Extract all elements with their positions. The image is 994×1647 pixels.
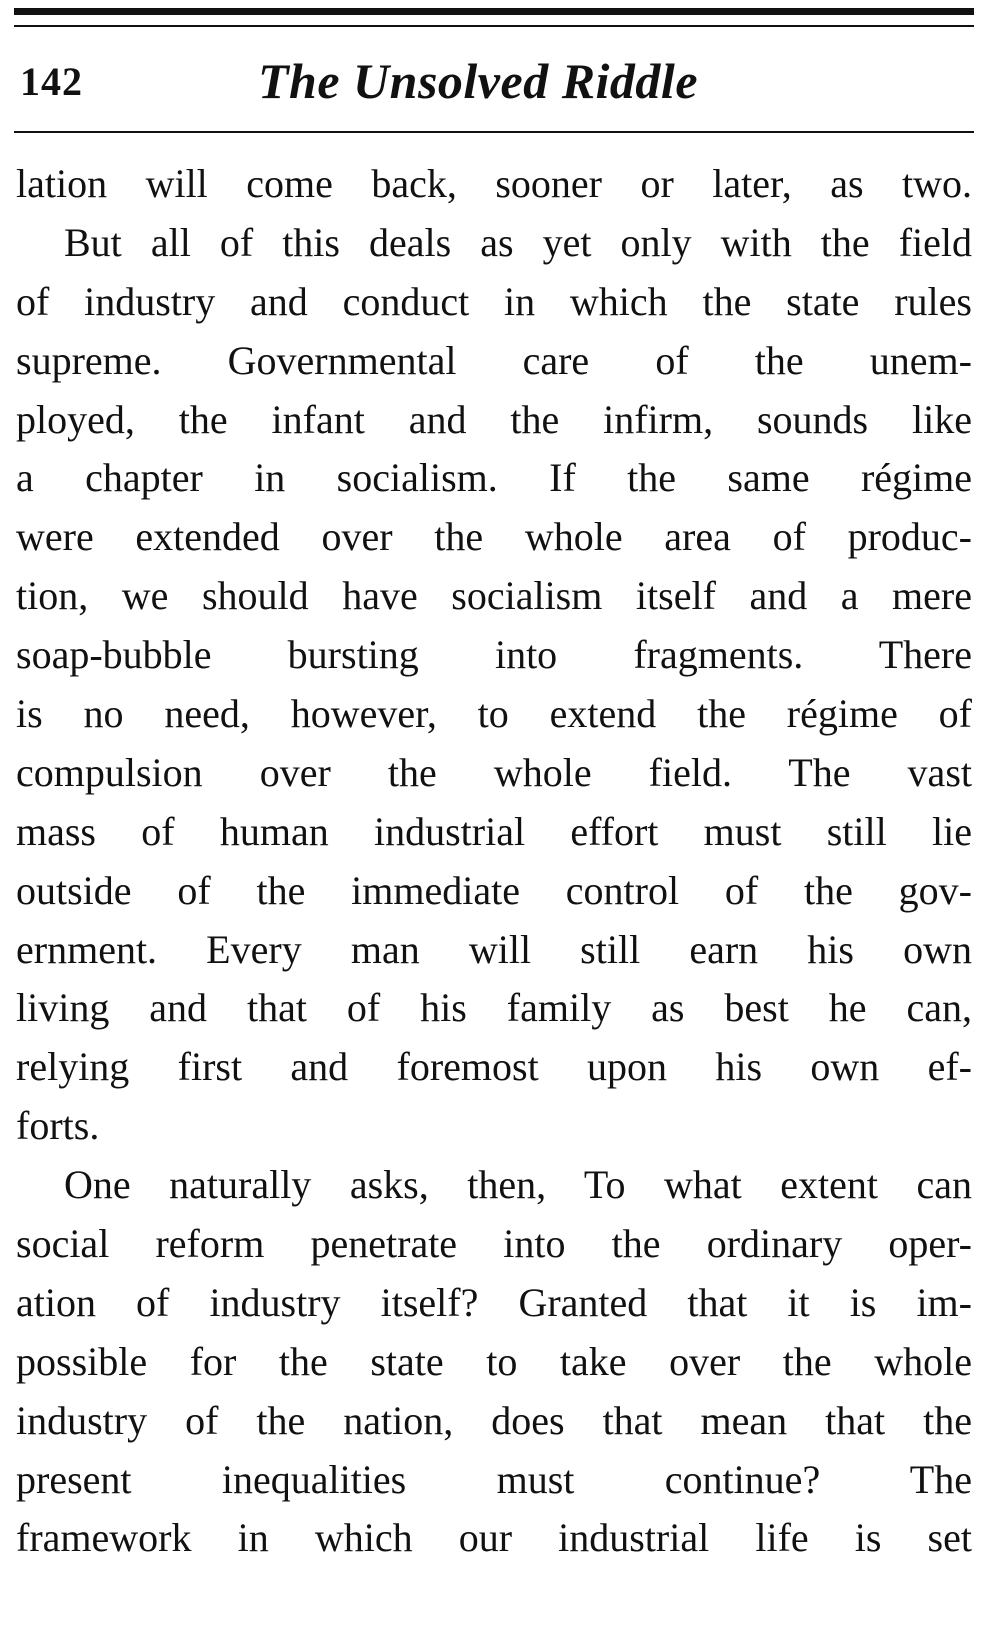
text-line: a chapter in socialism. If the same régime — [16, 455, 972, 501]
running-title: The Unsolved Riddle — [258, 53, 699, 109]
text-line: ernment. Every man will still earn his own — [16, 926, 972, 972]
text-line: soap-bubble bursting into fragments. There — [16, 632, 972, 678]
page-number: 142 — [20, 59, 83, 104]
text-line: lation will come back, sooner or later, as two. — [16, 161, 972, 206]
body-text — [16, 155, 972, 1568]
top-thick-rule — [14, 8, 974, 15]
top-thin-rule — [14, 25, 974, 27]
text-line: relying first and foremost upon his own ef- — [16, 1044, 972, 1090]
text-line: present inequalities must continue? The — [16, 1456, 972, 1502]
text-line: of industry and conduct in which the state rules — [16, 278, 972, 324]
text-line: forts. — [16, 1103, 100, 1149]
text-line: One naturally asks, then, To what extent can — [64, 1162, 972, 1208]
text-line: tion, we should have socialism itself and a mere — [16, 573, 972, 619]
text-line: But all of this deals as yet only with the field — [64, 219, 972, 265]
text-line: industry of the nation, does that mean that the — [16, 1397, 972, 1443]
text-line: ation of industry itself? Granted that it is im- — [16, 1279, 972, 1325]
text-line: framework in which our industrial life is set — [16, 1515, 972, 1561]
header-rule — [14, 131, 974, 133]
text-line: social reform penetrate into the ordinary oper- — [16, 1221, 972, 1267]
text-line: supreme. Governmental care of the unem- — [16, 337, 972, 383]
text-line: possible for the state to take over the whole — [16, 1338, 972, 1384]
text-line: is no need, however, to extend the régime of — [16, 691, 972, 737]
text-line: outside of the immediate control of the gov- — [16, 867, 972, 913]
text-line: ployed, the infant and the infirm, sounds like — [16, 396, 972, 442]
text-line: compulsion over the whole field. The vast — [16, 749, 972, 795]
text-line: were extended over the whole area of produc- — [16, 514, 972, 560]
running-head — [14, 52, 974, 112]
text-line: mass of human industrial effort must still lie — [16, 808, 972, 854]
text-line: living and that of his family as best he can, — [16, 985, 972, 1031]
